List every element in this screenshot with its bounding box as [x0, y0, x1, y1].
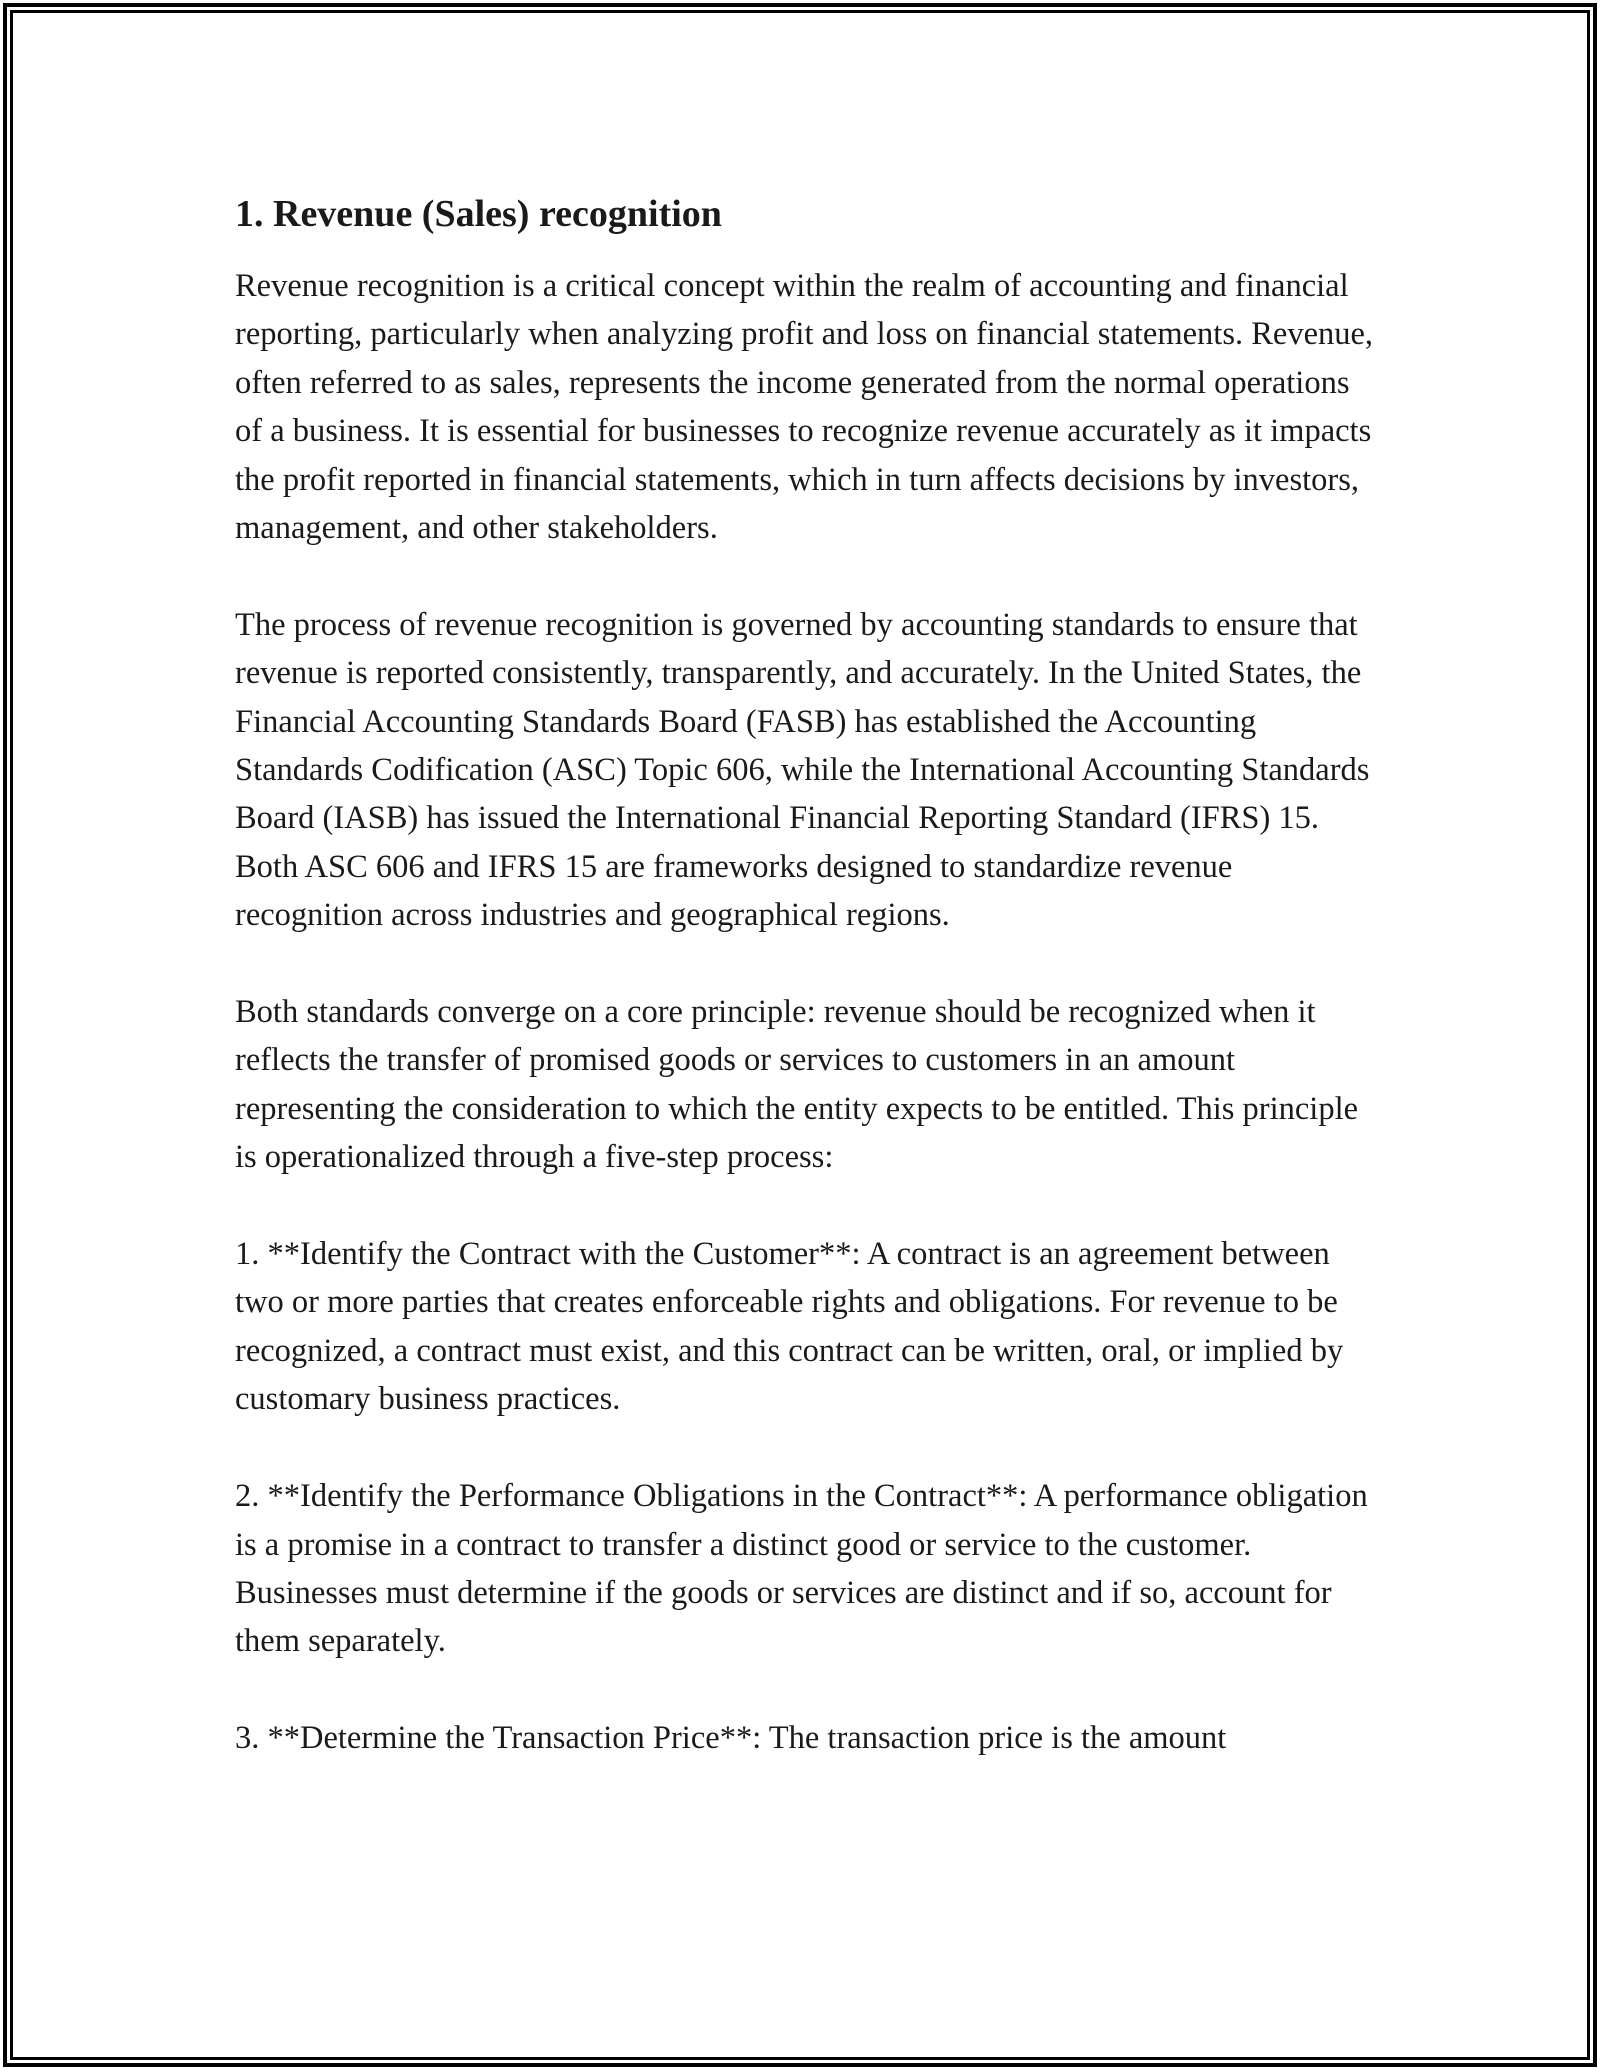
paragraph-intro: Revenue recognition is a critical concept within the realm of accounting and financial reporting, particularly when analyzing profit and loss on financial statements. Revenue, often referred to as sales, represents the income generated from the normal operations of a business. It is essential for businesses to recognize revenue accurately as it impacts the profit reported in financial statements, which in turn affects decisions by investors, management, and other stakeholders.: [235, 268, 1374, 547]
document-body: [235, 186, 1375, 1811]
paragraph-step-3: 3. **Determine the Transaction Price**: The transaction price is the amount: [235, 1720, 1227, 1757]
paragraph-step-1: 1. **Identify the Contract with the Customer**: A contract is an agreement between two or more parties that creates enforceable rights and obligations. For revenue to be recognized, a contract must exist, and this contract can be written, oral, or implied by customary business practices.: [235, 1236, 1344, 1418]
paragraph-standards: The process of revenue recognition is governed by accounting standards to ensure that revenue is reported consistently, transparently, and accurately. In the United States, the Financial Accounting Standards Board (FASB) has established the Accounting Standards Codification (ASC) Topic 606, while the International Accounting Standards Board (IASB) has issued the International Financial Reporting Standard (IFRS) 15. Both ASC 606 and IFRS 15 are frameworks designed to standardize revenue recognition across industries and geographical regions.: [235, 606, 1370, 934]
section-heading: 1. Revenue (Sales) recognition: [235, 193, 722, 235]
paragraph-step-2: 2. **Identify the Performance Obligations in the Contract**: A performance obligation is a promise in a contract to transfer a distinct good or service to the customer. Businesses must determine if the goods or services are distinct and if so, account for them separately.: [235, 1478, 1368, 1660]
paragraph-core-principle: Both standards converge on a core principle: revenue should be recognized when it reflects the transfer of promised goods or services to customers in an amount representing the consideration to which the entity expects to be entitled. This principle is operationalized through a five-step process:: [235, 994, 1359, 1176]
